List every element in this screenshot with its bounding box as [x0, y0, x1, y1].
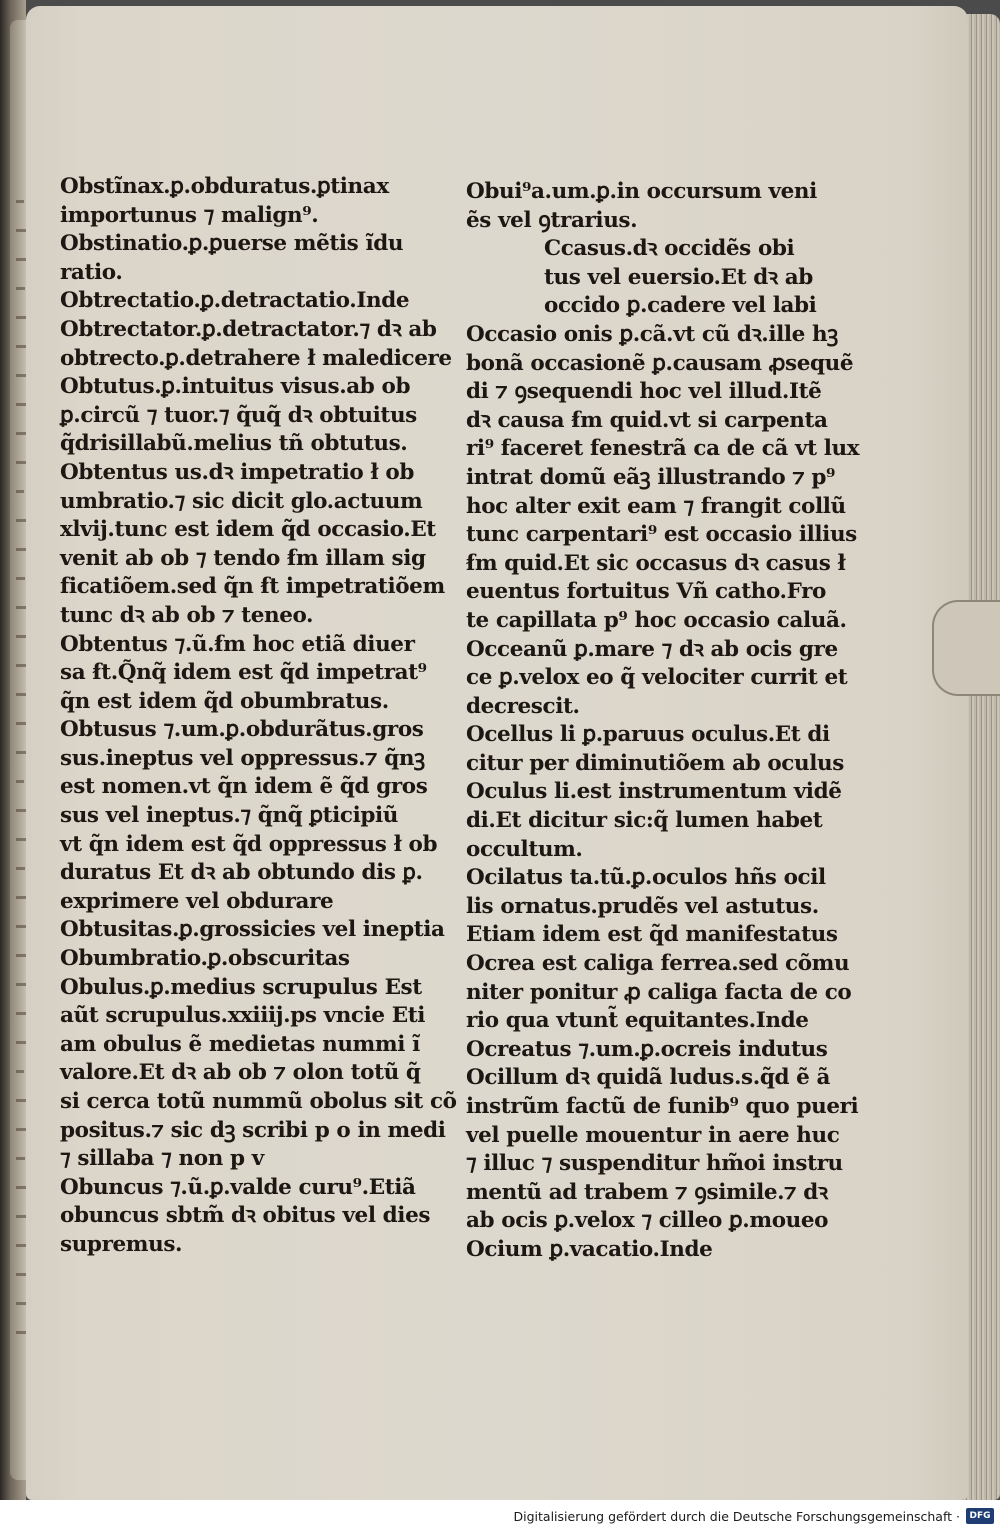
- text-line: obuncus sbtm̃ dꝛ obitus vel dies: [60, 1203, 431, 1229]
- facing-page-ghost-mark: [16, 1157, 25, 1160]
- text-line: venit ab ob ⁊ tendo ẜm illam sig: [60, 545, 426, 571]
- text-line: Obtentus us.dꝛ impetratio ł ob: [60, 459, 414, 485]
- text-line: Obstinatio.ꝑ.ꝑuerse mẽtis ĩdu: [60, 231, 404, 257]
- text-line: Ocreatus ⁊.um.ꝑ.ocreis indutus: [466, 1036, 828, 1062]
- text-line: sus vel ineptus.⁊ q̃nq̃ ꝑticipiũ: [60, 803, 399, 829]
- text-line: importunus ⁊ malign⁹.: [60, 202, 319, 228]
- page-stack-edge: [964, 14, 1000, 1500]
- text-line: ⁊ sillaba ⁊ non p v: [60, 1146, 264, 1172]
- funding-credit: Digitalisierung gefördert durch die Deutsche Forschungsgemeinschaft ·: [513, 1509, 960, 1524]
- text-line: decrescit.: [466, 693, 580, 719]
- text-line: Obumbratio.ꝑ.obscuritas: [60, 946, 350, 972]
- facing-page-ghost-mark: [16, 200, 24, 203]
- text-line: Ocillum dꝛ quidã ludus.s.q̃d ẽ ã: [466, 1065, 831, 1091]
- text-line: niter ponitur ꝓ caliga facta de co: [466, 979, 852, 1005]
- text-line: Occasio onis ꝑ.cã.vt cũ dꝛ.ille hꝫ: [466, 321, 838, 347]
- text-line: supremus.: [60, 1231, 183, 1257]
- text-line: occido ꝑ.cadere vel labi: [544, 293, 817, 319]
- text-line: q̃drisillabũ.melius tñ obtutus.: [60, 431, 408, 457]
- text-line: Obtentus ⁊.ũ.ẜm hoc etiã diuer: [60, 631, 415, 657]
- text-line: hoc alter exit eam ⁊ frangit collũ: [466, 493, 846, 519]
- footer-bar: [0, 1500, 1000, 1532]
- text-line: Etiam idem est q̃d manifestatus: [466, 922, 838, 948]
- text-line: sa ẜt.Q̃nq̃ idem est q̃d impetrat⁹: [60, 660, 427, 686]
- text-line: ri⁹ faceret fenestrã ca de cã vt lux: [466, 436, 860, 462]
- text-line: positus.⁊ sic dꝫ scribi p o in medi: [60, 1117, 446, 1143]
- text-line: q̃n est idem q̃d obumbratus.: [60, 688, 389, 714]
- text-line: rio qua vtunt̃ equitantes.Inde: [466, 1008, 809, 1034]
- text-line: intrat domũ eãꝫ illustrando ⁊ p⁹: [466, 464, 836, 490]
- text-line: umbratio.⁊ sic dicit glo.actuum: [60, 488, 423, 514]
- facing-page-ghost-mark: [16, 287, 25, 290]
- text-line: Ocellus li ꝑ.paruus oculus.Et di: [466, 722, 830, 748]
- text-line: tus vel euersio.Et dꝛ ab: [544, 264, 813, 290]
- text-line: exprimere vel obdurare: [60, 888, 334, 914]
- text-line: Obui⁹a.um.ꝑ.in occursum veni: [466, 179, 817, 204]
- text-line: aũt scrupulus.xxiiij.ps vncie Eti: [60, 1003, 426, 1029]
- left-text-column: [60, 173, 457, 1260]
- text-line: instrũm factũ de funib⁹ quo pueri: [466, 1094, 859, 1119]
- text-line: Obtrectatio.ꝑ.detractatio.Inde: [60, 288, 410, 314]
- facing-page-ghost-mark: [16, 954, 26, 957]
- text-line: te capillata p⁹ hoc occasio caluã.: [466, 607, 847, 633]
- text-line: ratio.: [60, 259, 123, 285]
- text-line: ⁊ illuc ⁊ suspenditur hm̃oi instru: [466, 1151, 843, 1177]
- text-line: bonã occasionẽ ꝑ.causam ꝓsequẽ: [466, 350, 854, 376]
- text-line: ẽs vel ꝯtrarius.: [466, 207, 638, 233]
- text-line: tunc dꝛ ab ob ⁊ teneo.: [60, 602, 314, 628]
- text-line: est nomen.vt q̃n idem ẽ q̃d gros: [60, 774, 428, 800]
- text-line: am obulus ẽ medietas nummi ĩ: [60, 1031, 420, 1057]
- dfg-logo: DFG: [966, 1508, 994, 1524]
- text-line: dꝛ causa ẜm quid.vt si carpenta: [466, 407, 828, 433]
- text-line: vt q̃n idem est q̃d oppressus ł ob: [60, 831, 438, 857]
- text-line: tunc carpentari⁹ est occasio illius: [466, 522, 857, 548]
- text-line: euentus fortuitus Vñ catho.Fro: [466, 579, 826, 605]
- text-line: Ocium ꝑ.vacatio.Inde: [466, 1236, 713, 1262]
- text-line: di ⁊ ꝯsequendi hoc vel illud.Itẽ: [466, 379, 822, 405]
- text-line: mentũ ad trabem ⁊ ꝯsimile.⁊ dꝛ: [466, 1179, 828, 1205]
- text-line: vel puelle mouentur in aere huc: [466, 1122, 840, 1148]
- text-line: di.Et dicitur sic:q̃ lumen habet: [466, 808, 823, 834]
- text-line: Ocilatus ta.tũ.ꝑ.oculos hñs ocil: [466, 865, 826, 891]
- facing-page-ghost-mark: [16, 374, 26, 377]
- text-line: lis ornatus.prudẽs vel astutus.: [466, 893, 819, 919]
- facing-page-ghost-mark: [16, 1244, 26, 1247]
- text-line: citur per diminutiõem ab oculus: [466, 750, 844, 776]
- text-line: obtrecto.ꝑ.detrahere ł maledicere: [60, 345, 452, 371]
- text-line: Obtusus ⁊.um.ꝑ.obdurãtus.gros: [60, 717, 424, 743]
- right-text-column: [466, 178, 859, 1265]
- facing-page-ghost-mark: [16, 1070, 24, 1073]
- facing-page-ghost-mark: [16, 490, 24, 493]
- text-line: occultum.: [466, 836, 583, 862]
- text-line: sus.ineptus vel oppressus.⁊ q̃nꝫ: [60, 745, 425, 771]
- text-line: ab ocis ꝑ.velox ⁊ cilleo ꝑ.moueo: [466, 1208, 829, 1234]
- text-line: valore.Et dꝛ ab ob ⁊ olon totũ q̃: [60, 1060, 421, 1086]
- text-line: Obuncus ⁊.ũ.ꝑ.valde curu⁹.Etiã: [60, 1174, 416, 1200]
- text-line: ce ꝑ.velox eo q̃ velociter currit et: [466, 665, 848, 691]
- text-line: ẜm quid.Et sic occasus dꝛ casus ł: [466, 550, 846, 576]
- facing-page-ghost-mark: [16, 577, 25, 580]
- text-line: Occeanũ ꝑ.mare ⁊ dꝛ ab ocis gre: [466, 636, 838, 662]
- text-line: Ccasus.dꝛ occidẽs obi: [544, 236, 795, 262]
- text-line: si cerca totũ nummũ obolus sit cõ: [60, 1089, 457, 1114]
- text-line: Obtusitas.ꝑ.grossicies vel ineptia: [60, 917, 445, 943]
- text-line: duratus Et dꝛ ab obtundo dis ꝑ.: [60, 860, 423, 886]
- text-line: Obstĩnax.ꝑ.obduratus.ꝑtinax: [60, 174, 389, 199]
- text-line: ficatiõem.sed q̃n ẜt impetratiõem: [60, 574, 445, 600]
- text-line: Obtrectator.ꝑ.detractator.⁊ dꝛ ab: [60, 316, 437, 342]
- text-line: Ocrea est caliga ferrea.sed cõmu: [466, 951, 850, 977]
- text-line: Oculus li.est instrumentum vidẽ: [466, 779, 842, 805]
- facing-page-ghost-mark: [16, 780, 24, 783]
- facing-page-ghost-mark: [16, 664, 26, 667]
- text-line: xlvij.tunc est idem q̃d occasio.Et: [60, 517, 436, 543]
- text-line: Obulus.ꝑ.medius scrupulus Est: [60, 974, 422, 1000]
- text-line: Obtutus.ꝑ.intuitus visus.ab ob: [60, 374, 411, 400]
- page-tab-marker: [932, 600, 1000, 696]
- facing-page-ghost-mark: [16, 867, 25, 870]
- text-line: ꝑ.circũ ⁊ tuor.⁊ q̃uq̃ dꝛ obtuitus: [60, 402, 417, 428]
